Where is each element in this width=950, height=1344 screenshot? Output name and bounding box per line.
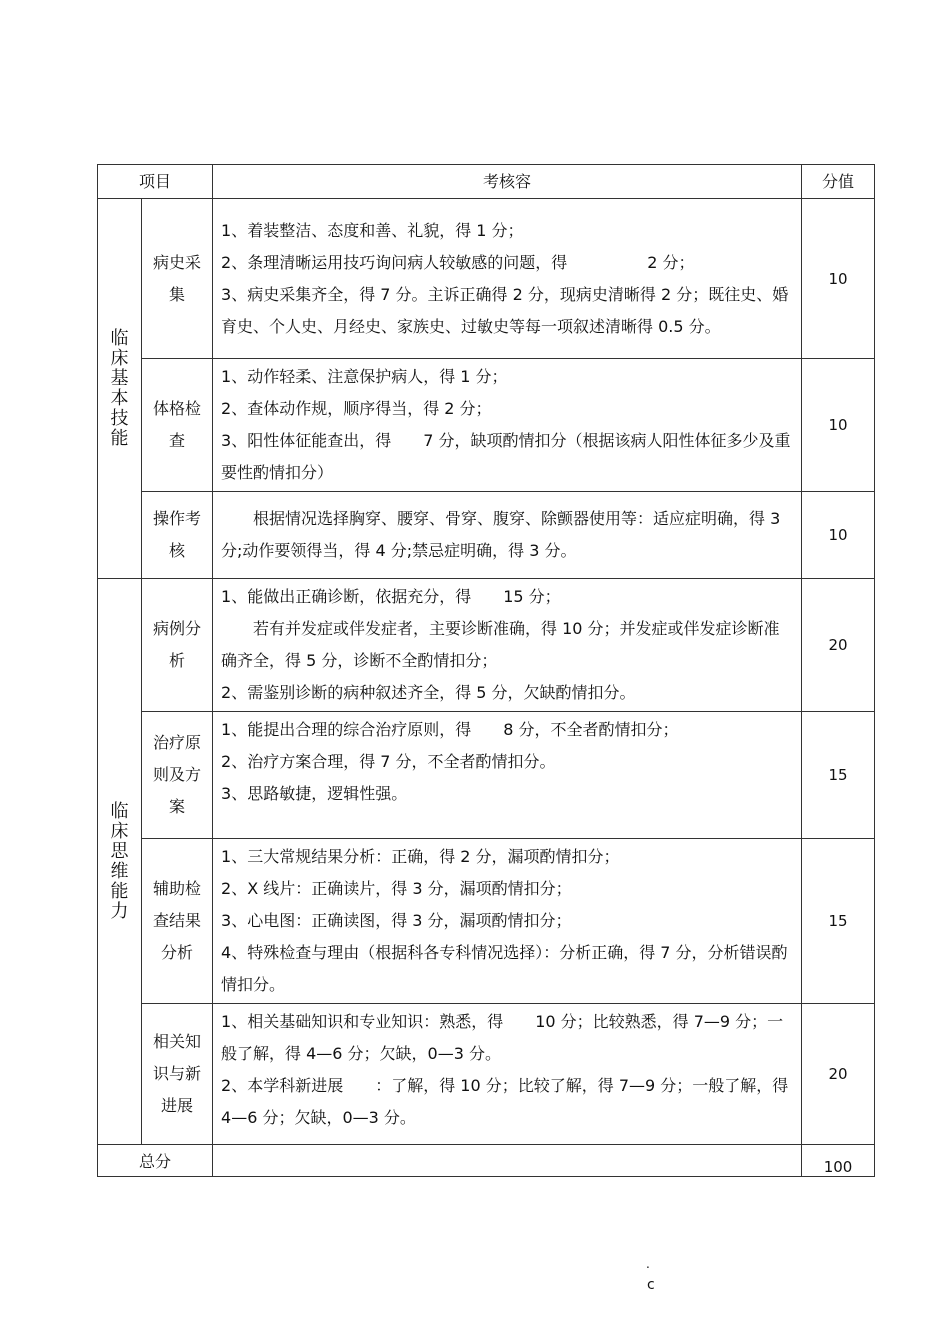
content-line: 1、能提出合理的综合治疗原则，得 8 分，不全者酌情扣分；: [221, 720, 679, 739]
sub-item: 相关知识与新进展: [142, 1004, 213, 1145]
category-clinical-skills: 临床基本技能: [98, 199, 142, 579]
sub-item: 病例分析: [142, 579, 213, 712]
content-line: 2、X 线片：正确读片，得 3 分，漏项酌情扣分；: [221, 879, 572, 898]
header-score: 分值: [802, 165, 875, 199]
score-cell: 15: [802, 712, 875, 839]
content-line: 4、特殊检查与理由（根据科各专科情况选择）：分析正确，得 7 分，分析错误酌情扣分。: [221, 943, 788, 994]
table-row: [98, 579, 875, 712]
content-line: 3、心电图：正确读图，得 3 分，漏项酌情扣分；: [221, 911, 572, 930]
table-row: [98, 712, 875, 839]
content-cell: [213, 492, 802, 579]
total-label: 总分: [98, 1145, 213, 1177]
score-cell: 20: [802, 579, 875, 712]
content-line: 2、需鉴别诊断的病种叙述齐全，得 5 分，欠缺酌情扣分。: [221, 683, 636, 702]
score-cell: 15: [802, 839, 875, 1004]
content-line: 2、本学科新进展 ：了解，得 10 分；比较了解，得 7—9 分；一般了解，得 4—6 分；欠缺，0—3 分。: [221, 1076, 789, 1127]
table-row: [98, 199, 875, 359]
total-row: [98, 1145, 875, 1177]
sub-item: 操作考核: [142, 492, 213, 579]
content-line: 1、动作轻柔、注意保护病人，得 1 分；: [221, 367, 508, 386]
content-cell: [213, 199, 802, 359]
score-cell: 10: [802, 359, 875, 492]
score-cell: 10: [802, 492, 875, 579]
header-item: 项目: [98, 165, 213, 199]
content-line: 3、病史采集齐全，得 7 分。主诉正确得 2 分，现病史清晰得 2 分；既往史、婚育史、个人史、月经史、家族史、过敏史等每一项叙述清晰得 0.5 分。: [221, 284, 789, 336]
content-cell: [213, 579, 802, 712]
assessment-table: [97, 164, 875, 1177]
content-line: 若有并发症或伴发症者，主要诊断准确，得 10 分；并发症或伴发症诊断准确齐全，得 5 分，诊断不全酌情扣分；: [221, 619, 780, 670]
content-line: 3、阳性体征能查出，得 7 分，缺项酌情扣分（根据该病人阳性体征多少及重要性酌情扣分）: [221, 431, 791, 482]
total-content: [213, 1145, 802, 1177]
content-line: 2、条理清晰运用技巧询问病人较敏感的问题，得 2 分；: [221, 252, 695, 272]
content-line: 1、相关基础知识和专业知识：熟悉，得 10 分；比较熟悉，得 7—9 分；一般了解，得 4—6 分；欠缺，0—3 分。: [221, 1012, 784, 1063]
content-cell: [213, 1004, 802, 1145]
table-row: [98, 1004, 875, 1145]
sub-item: 辅助检查结果分析: [142, 839, 213, 1004]
content-line: 2、治疗方案合理，得 7 分，不全者酌情扣分。: [221, 752, 556, 771]
sub-item: 治疗原则及方案: [142, 712, 213, 839]
table-row: [98, 839, 875, 1004]
content-line: 3、思路敏捷，逻辑性强。: [221, 784, 408, 803]
header-row: [98, 165, 875, 199]
content-line: 1、着装整洁、态度和善、礼貌，得 1 分；: [221, 220, 524, 240]
content-cell: [213, 839, 802, 1004]
total-score: 100: [802, 1145, 875, 1177]
sub-item: 病史采集: [142, 199, 213, 359]
content-line: 1、能做出正确诊断，依据充分，得 15 分；: [221, 587, 561, 606]
content-line: 1、三大常规结果分析：正确，得 2 分，漏项酌情扣分；: [221, 847, 620, 866]
content-line: 2、查体动作规，顺序得当，得 2 分；: [221, 399, 492, 418]
table-row: [98, 359, 875, 492]
table-row: [98, 492, 875, 579]
score-cell: 10: [802, 199, 875, 359]
header-content: 考核容: [213, 165, 802, 199]
content-line: 根据情况选择胸穿、腰穿、骨穿、腹穿、除颤器使用等：适应症明确，得 3 分;动作要领得当，得 4 分;禁忌症明确，得 3 分。: [221, 509, 781, 560]
score-cell: 20: [802, 1004, 875, 1145]
content-cell: [213, 712, 802, 839]
footer-dot: .: [646, 1257, 650, 1271]
sub-item: 体格检查: [142, 359, 213, 492]
content-cell: [213, 359, 802, 492]
category-clinical-thinking: 临床思维能力: [98, 579, 142, 1145]
footer-mark: c: [647, 1277, 655, 1293]
